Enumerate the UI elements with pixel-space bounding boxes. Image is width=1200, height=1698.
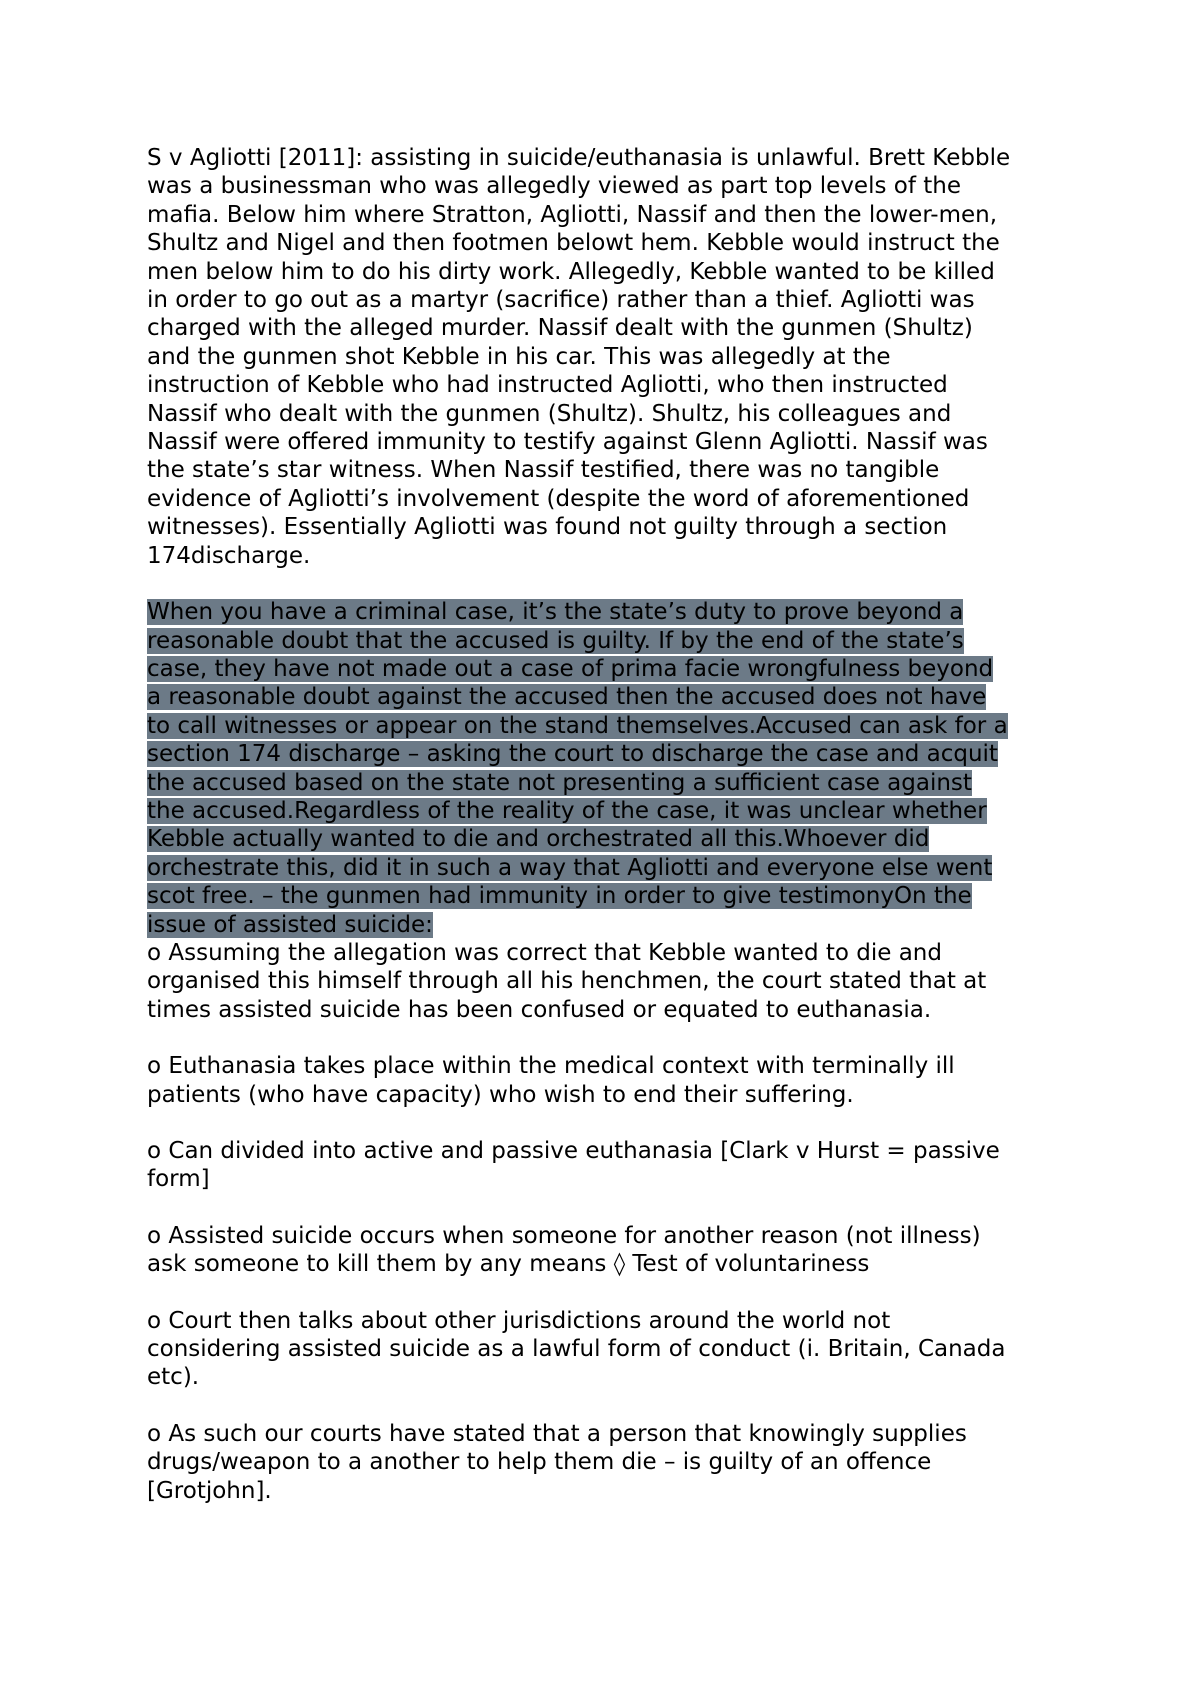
paragraph-spacer	[147, 570, 1067, 598]
bullet-spacer	[147, 1109, 1067, 1137]
text-highlight: When you have a criminal case, it’s the state’s duty to prove beyond a reasonable doubt that the accused is guilty. If by the end of the state’s case, they have not made out a case of prima facie wrongfulness beyond a reasonable doubt against the accused then the accused does not have to call witnesses or appear on the stand themselves.Accused can ask for a section 174 discharge – asking the court to discharge the case and acquit the accused based on the state not presenting a sufficient case against the accused.Regardless of the reality of the case, it was unclear whether Kebble actually wanted to die and orchestrated all this.Whoever did orchestrate this, did it in such a way that Agliotti and everyone else went scot free. – the gunmen had immunity in order to give testimonyOn the issue of assisted suicide:	[147, 599, 1008, 938]
highlighted-paragraph	[147, 598, 1067, 939]
bullet-item-active-passive: o Can divided into active and passive euthanasia [Clark v Hurst = passive form]	[147, 1138, 1000, 1193]
bullet-item-assisted-suicide: o Assisted suicide occurs when someone for another reason (not illness) ask someone to kill them by any means ◊ Test of voluntariness	[147, 1222, 981, 1278]
bullet-item-courts-offence: o As such our courts have stated that a person that knowingly supplies drugs/weapon to a another to help them die – is guilty of an offence [Grotjohn].	[147, 1420, 967, 1504]
bullet-spacer	[147, 1279, 1067, 1307]
document-page	[147, 144, 1067, 1505]
bullet-item-other-jurisdictions: o Court then talks about other jurisdictions around the world not considering assisted suicide as a lawful form of conduct (i. Britain, Canada etc).	[147, 1307, 1006, 1391]
bullet-spacer	[147, 1392, 1067, 1420]
intro-paragraph: S v Agliotti [2011]: assisting in suicide/euthanasia is unlawful. Brett Kebble was a businessman who was allegedly viewed as part top levels of the mafia. Below him where Stratton, Agliotti, Nassif and then the lower-men, Shultz and Nigel and then footmen belowt hem. Kebble would instruct the men below him to do his dirty work. Allegedly, Kebble wanted to be killed in order to go out as a martyr (sacrifice) rather than a thief. Agliotti was charged with the alleged murder. Nassif dealt with the gunmen (Shultz) and the gunmen shot Kebble in his car. This was allegedly at the instruction of Kebble who had instructed Agliotti, who then instructed Nassif who dealt with the gunmen (Shultz). Shultz, his colleagues and Nassif were offered immunity to testify against Glenn Agliotti. Nassif was the state’s star witness. When Nassif testified, there was no tangible evidence of Agliotti’s involvement (despite the word of aforementioned witnesses). Essentially Agliotti was found not guilty through a section 174discharge.	[147, 145, 1011, 569]
bullet-item-assuming-allegation: o Assuming the allegation was correct that Kebble wanted to die and organised this himself through all his henchmen, the court stated that at times assisted suicide has been confused or equated to euthanasia.	[147, 939, 987, 1023]
bullet-spacer	[147, 1194, 1067, 1222]
bullet-item-euthanasia-context: o Euthanasia takes place within the medical context with terminally ill patients (who have capacity) who wish to end their suffering.	[147, 1053, 955, 1108]
bullet-spacer	[147, 1024, 1067, 1052]
